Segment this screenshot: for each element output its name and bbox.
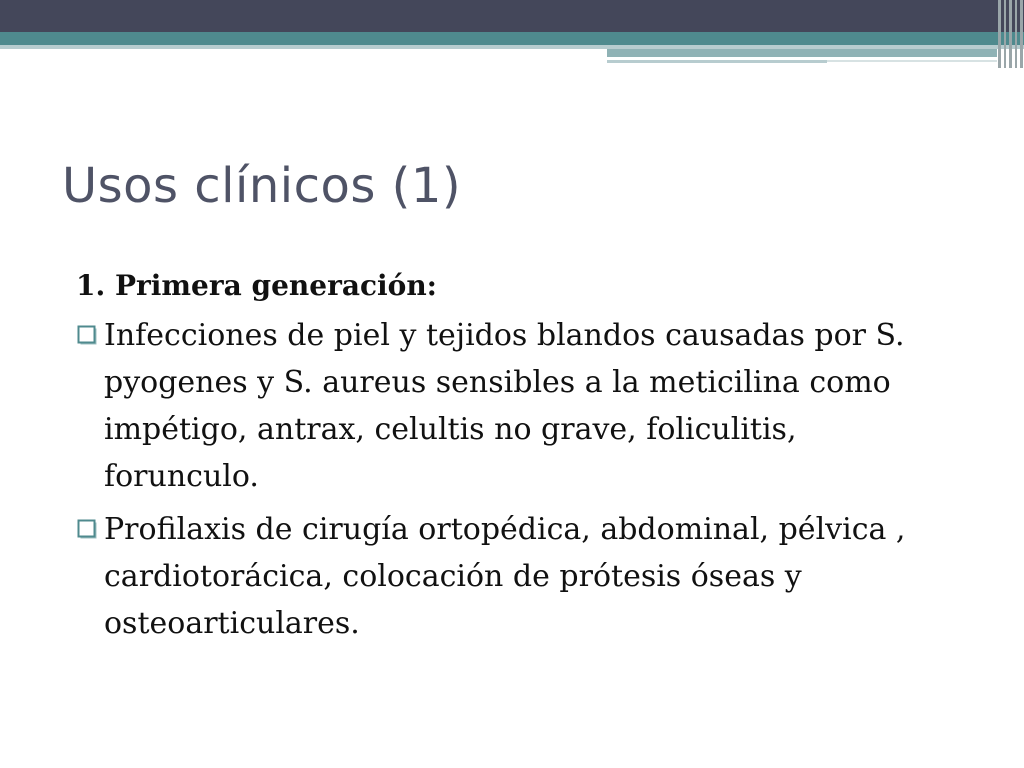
bullet-item-profilaxis (74, 506, 954, 647)
slide-body (74, 264, 954, 647)
section-subheading: 1. Primera generación: (76, 269, 438, 302)
slide-title: Usos clínicos (1) (62, 158, 462, 214)
header-accent-line (607, 60, 827, 63)
header-accent-bar (607, 49, 997, 57)
checkbox-bullet-icon (77, 519, 100, 542)
checkbox-bullet-icon (77, 325, 100, 348)
header-vertical-stripes (994, 0, 1024, 68)
header-banner-dark (0, 0, 1024, 32)
bullet-text: Profilaxis de cirugía ortopédica, abdominal, pélvica , cardiotorácica, colocación de prótesis óseas y osteoarticulares. (104, 512, 906, 641)
header-accent-line-faint (827, 60, 997, 62)
header-banner-teal (0, 32, 1024, 45)
bullet-text: Infecciones de piel y tejidos blandos causadas por S. pyogenes y S. aureus sensibles a la meticilina como impétigo, antrax, celultis no grave, foliculitis, forunculo. (104, 318, 905, 494)
bullet-item-infecciones (74, 312, 954, 500)
